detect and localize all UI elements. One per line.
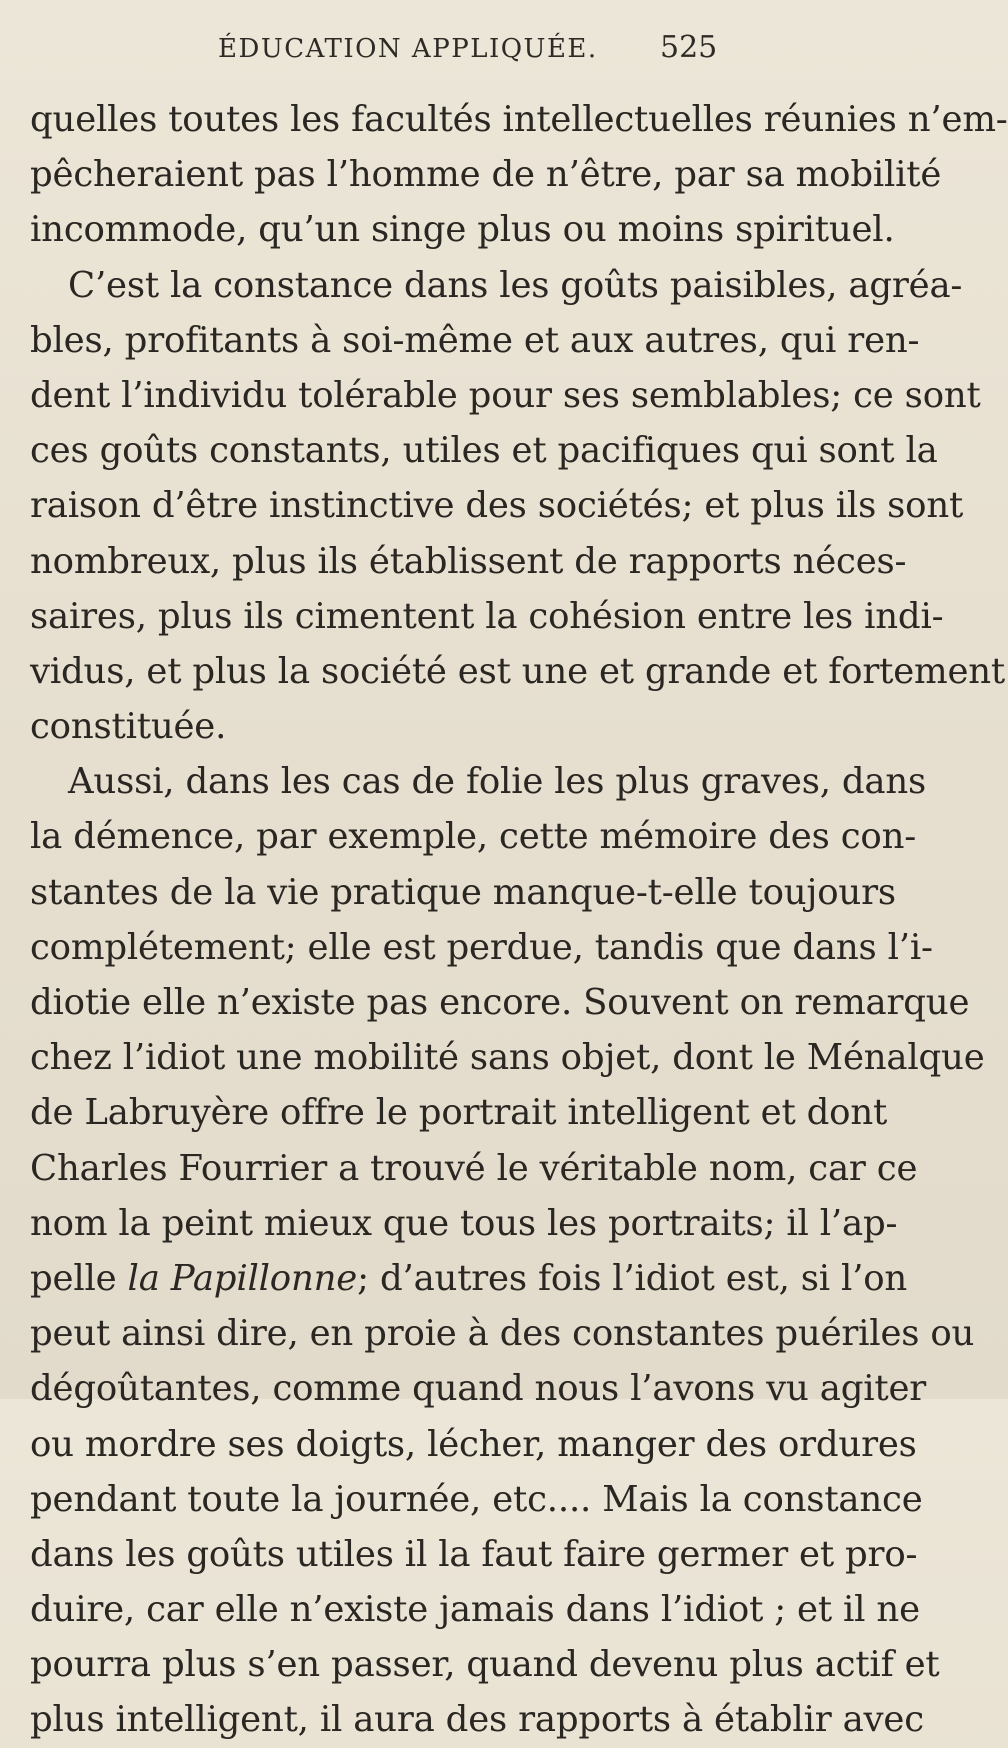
text-line: nombreux, plus ils établissent de rapports néces- xyxy=(30,540,907,582)
text-line: saires, plus ils cimentent la cohésion entre les indi- xyxy=(30,595,944,637)
text-line: ces goûts constants, utiles et pacifiques qui sont la xyxy=(30,430,938,472)
text-fragment: pelle xyxy=(30,1257,117,1299)
text-line: complétement; elle est perdue, tandis que dans l’i- xyxy=(30,926,933,968)
text-line: stantes de la vie pratique manque-t-elle toujours xyxy=(30,871,896,913)
text-line: dans les goûts utiles il la faut faire germer et pro- xyxy=(30,1533,918,1575)
text-line: pendant toute la journée, etc.... Mais la constance xyxy=(30,1478,923,1520)
paragraph-start-line: C’est la constance dans les goûts paisibles, agréa- xyxy=(68,264,963,306)
text-line: peut ainsi dire, en proie à des constantes puériles ou xyxy=(30,1313,975,1355)
text-line: la démence, par exemple, cette mémoire des con- xyxy=(30,816,917,858)
text-line: diotie elle n’existe pas encore. Souvent on remarque xyxy=(30,982,970,1023)
text-line xyxy=(30,1251,908,1306)
text-fragment: ; d’autres fois l’idiot est, si l’on xyxy=(357,1257,908,1299)
text-line: bles, profitants à soi-même et aux autres, qui ren- xyxy=(30,319,920,361)
text-line: dégoûtantes, comme quand nous l’avons vu agiter xyxy=(30,1368,927,1410)
italic-term: la Papillonne xyxy=(127,1257,358,1299)
page-number: 525 xyxy=(660,30,718,65)
text-line: plus intelligent, il aura des rapports à établir avec xyxy=(30,1699,924,1741)
text-line: raison d’être instinctive des sociétés; et plus ils sont xyxy=(30,485,964,527)
text-line: chez l’idiot une mobilité sans objet, dont le Ménalque xyxy=(30,1037,985,1079)
text-line: ou mordre ses doigts, lécher, manger des ordures xyxy=(30,1423,917,1465)
text-line: quelles toutes les facultés intellectuelles réunies n’em- xyxy=(30,99,1008,140)
text-line: vidus, et plus la société est une et grande et fortement xyxy=(30,650,1005,692)
text-line: pêcheraient pas l’homme de n’être, par sa mobilité xyxy=(30,154,942,196)
running-head: ÉDUCATION APPLIQUÉE. xyxy=(218,34,598,64)
text-line: dent l’individu tolérable pour ses semblables; ce sont xyxy=(30,374,981,416)
text-line: Charles Fourrier a trouvé le véritable nom, car ce xyxy=(30,1147,918,1189)
text-line: nom la peint mieux que tous les portraits; il l’ap- xyxy=(30,1202,898,1244)
paragraph-start-line: Aussi, dans les cas de folie les plus graves, dans xyxy=(68,761,927,803)
body-text xyxy=(30,92,1008,1748)
text-line: de Labruyère offre le portrait intelligent et dont xyxy=(30,1092,888,1134)
text-line: constituée. xyxy=(30,706,227,748)
text-line: incommode, qu’un singe plus ou moins spirituel. xyxy=(30,209,895,251)
text-line: pourra plus s’en passer, quand devenu plus actif et xyxy=(30,1644,940,1686)
text-line: duire, car elle n’existe jamais dans l’idiot ; et il ne xyxy=(30,1589,920,1631)
